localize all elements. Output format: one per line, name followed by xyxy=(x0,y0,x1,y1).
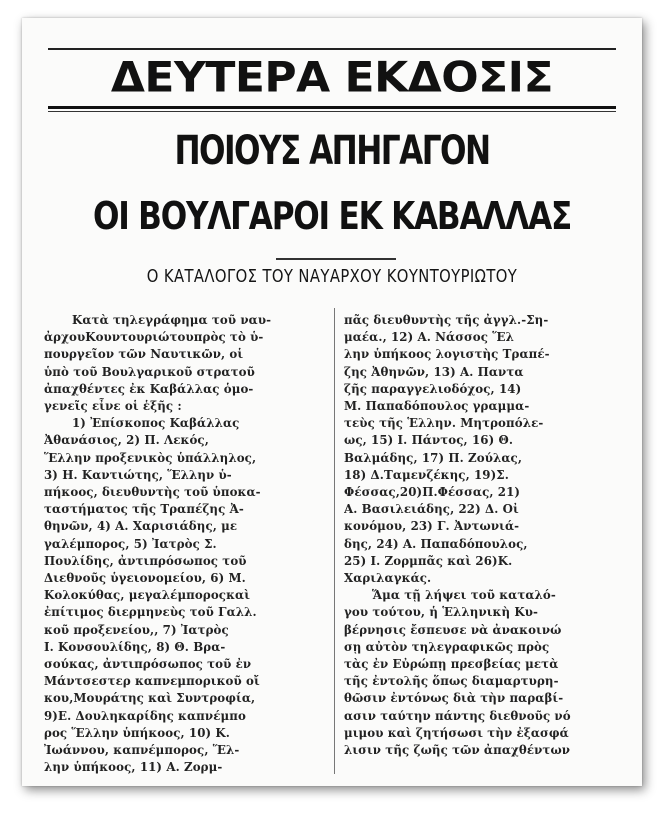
article-line: γαλέμπορος, 5) Ἰατρὸς Σ. xyxy=(44,536,217,551)
article-line: τὰς ἐν Εὐρώπῃ πρεσβείας μετὰ xyxy=(344,657,559,672)
article-line: ἐπίτιμος διερμηνεὺς τοῦ Γαλλ. xyxy=(44,605,257,620)
article-line: Πουλίδης, ἀντιπρόσωπος τοῦ xyxy=(44,553,247,568)
article-line: λην ὑπήκοος λογιστὴς Τραπέ- xyxy=(344,347,550,362)
article-line: λισιν τῆς ζωῆς τῶν ἀπαχθέντων xyxy=(344,743,571,758)
article-line: 9)Ε. Δουληκαρίδης καπνέμπο xyxy=(44,708,246,723)
column-divider xyxy=(334,308,335,774)
article-column-right xyxy=(344,312,632,784)
article-line: κου,Μουράτης καὶ Συντροφία, xyxy=(44,691,256,706)
article-line: ασιν ταύτην πάντης διεθνοῦς νό xyxy=(344,708,571,723)
article-line: κοῦ προξενείου,, 7) Ἰατρὸς xyxy=(44,622,229,637)
article-line: Ἰωάννου, καπνέμπορος, Ἕλ- xyxy=(44,743,240,758)
article-line: ρος Ἕλλην ὑπήκοος, 10) Κ. xyxy=(44,725,230,740)
article-line: δης, 24) Α. Παπαδόπουλος, xyxy=(344,536,528,551)
article-line: πουργεῖον τῶν Ναυτικῶν, οἱ xyxy=(44,347,244,362)
article-line: Διεθνοῦς ὑγειονομείου, 6) Μ. xyxy=(44,571,246,586)
headline-divider xyxy=(276,258,396,260)
masthead-rule-thin xyxy=(48,111,616,112)
article-line: κονόμου, 23) Γ. Ἀντωνιά- xyxy=(344,519,520,534)
article-line: Βαλμάδης, 17) Π. Ζούλας, xyxy=(344,450,523,465)
article-line: Ι. Κονσουλίδης, 8) Θ. Βρα- xyxy=(44,639,226,654)
article-line: 1) Ἐπίσκοπος Καβάλλας xyxy=(72,416,240,431)
article-line: βέρνησις ἔσπευσε νὰ ἀνακοινώ xyxy=(344,622,562,637)
article-line: ὑπὸ τοῦ Βουλγαρικοῦ στρατοῦ xyxy=(44,364,255,379)
article-line: ζης Ἀθηνῶν, 13) Α. Παντα xyxy=(344,364,524,379)
article-line: πᾶς διευθυντὴς τῆς ἀγγλ.-Ση- xyxy=(344,313,549,327)
newspaper-clipping xyxy=(22,18,642,786)
headline-line1: ΠΟΙΟΥΣ ΑΠΗΓΑΓΟΝ xyxy=(174,128,490,174)
article-line: Α. Βασιλειάδης, 22) Δ. Οἰ xyxy=(344,502,519,517)
subheadline: Ο ΚΑΤΑΛΟΓΟΣ ΤΟΥ ΝΑΥΑΡΧΟΥ ΚΟΥΝΤΟΥΡΙΩΤΟΥ xyxy=(146,266,518,287)
article-line: 3) Η. Καντιώτης, Ἕλλην ὑ- xyxy=(44,467,232,482)
article-line: ταστήματος τῆς Τραπέζης Ἀ- xyxy=(44,502,244,517)
article-line: λην ὑπήκοος, 11) Α. Ζορμ- xyxy=(44,760,223,775)
article-line: 25) Ι. Ζορμπᾶς καὶ 26)Κ. xyxy=(344,553,513,568)
article-line: Μάντσεστερ καπνεμπορικοῦ οἴ xyxy=(44,674,260,689)
article-column-left xyxy=(44,312,332,784)
article-line: πήκοος, διευθυντὴς τοῦ ὑποκα- xyxy=(44,485,261,500)
article-line: μαέα., 12) Α. Νάσσος Ἕλ xyxy=(344,330,514,345)
article-line: Φέσσας,20)Π.Φέσσας, 21) xyxy=(344,485,521,500)
article-line: Κολοκύθας, μεγαλέμποροςκαὶ xyxy=(44,588,251,603)
article-line: τῆς ἐντολῆς ὅπως διαμαρτυρη- xyxy=(344,674,559,689)
article-line: ἀρχουΚουντουριώτουπρὸς τὸ ὑ- xyxy=(44,330,264,345)
article-line: ἀπαχθέντες ἐκ Καβάλλας ὁμο- xyxy=(44,381,254,396)
article-line: μιμου καὶ ζητήσωσι τὴν ἐξασφά xyxy=(344,725,569,740)
masthead: ΔΕΥΤΕΡΑ ΕΚΔΟΣΙΣ xyxy=(110,53,554,102)
article-line: γου τούτου, ἡ Ἑλληνικὴ Κυ- xyxy=(344,605,539,620)
article-line: γενεῖς εἶνε οἱ ἑξῆς : xyxy=(44,399,182,414)
article-line: Ἕλλην προξενικὸς ὑπάλληλος, xyxy=(44,450,257,465)
article-line: ζῆς παραγγελιοδόχος, 14) xyxy=(344,381,522,396)
article-line: Ἀθανάσιος, 2) Π. Λεκός, xyxy=(44,433,209,448)
article-line: Ἅμα τῇ λήψει τοῦ καταλό- xyxy=(372,588,556,603)
article-line: σῃ αὐτὸν τηλεγραφικῶς πρὸς xyxy=(344,639,550,654)
article-line: Χαριλαγκάς. xyxy=(344,571,432,586)
article-line: θηνῶν, 4) Α. Χαρισιάδης, με xyxy=(44,519,238,534)
article-line: Μ. Παπαδόπουλος γραμμα- xyxy=(344,399,530,414)
article-line: 18) Δ.Ταμενζέκης, 19)Σ. xyxy=(344,467,509,482)
article-line: θῶσιν ἐντόνως διὰ τὴν παραβί- xyxy=(344,691,564,706)
article-line: τεὺς τῆς Ἑλλην. Μητροπόλε- xyxy=(344,416,544,431)
headline-line2: ΟΙ ΒΟΥΛΓΑΡΟΙ ΕΚ ΚΑΒΑΛΛΑΣ xyxy=(92,194,572,238)
top-rule xyxy=(48,48,616,50)
article-line: Κατὰ τηλεγράφημα τοῦ ναυ- xyxy=(72,313,272,327)
masthead-rule xyxy=(48,106,616,109)
article-line: σούκας, ἀντιπρόσωπος τοῦ ἐν xyxy=(44,657,252,672)
article-line: ως, 15) Ι. Πάντος, 16) Θ. xyxy=(344,433,514,448)
